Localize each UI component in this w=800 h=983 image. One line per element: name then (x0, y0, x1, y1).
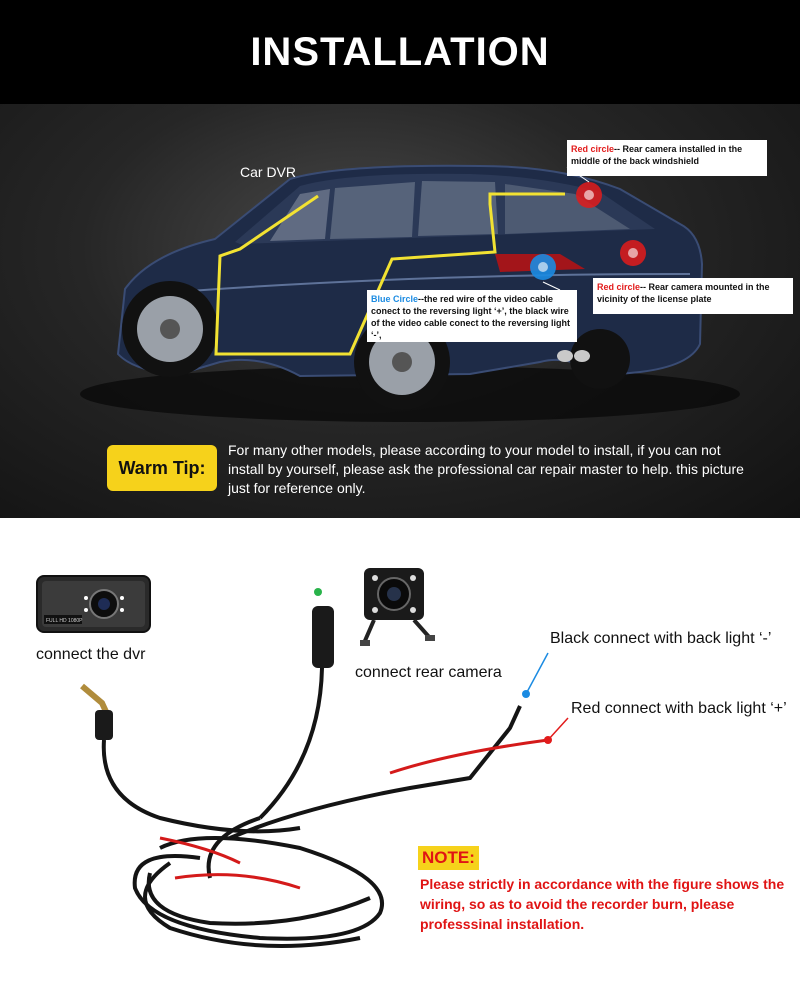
front-wheel (122, 281, 218, 377)
connect-rear-camera-label: connect rear camera (355, 664, 502, 681)
callout-text: -- Rear camera mounted in the vicinity of the license plate (597, 282, 770, 304)
red-circle-marker-bottom (620, 240, 646, 266)
header-banner (0, 0, 800, 104)
dvr-device-image (37, 576, 150, 632)
callout-red-circle-windshield (567, 140, 767, 176)
page-title: INSTALLATION (250, 29, 550, 74)
car-installation-panel (0, 104, 800, 518)
connect-dvr-label: connect the dvr (36, 646, 146, 663)
rear-camera-connector (312, 606, 334, 668)
note-text: Please strictly in accordance with the figure shows the wiring, so as to avoid the recorder burn, please professsinal installation. (420, 876, 785, 932)
warm-tip-text: For many other models, please according to your model to install, if you can not install by yourself, please ask the professional car repair master to help. this picture just for reference only. (228, 442, 744, 496)
rear-camera-image (360, 568, 435, 646)
blue-circle-marker (530, 254, 556, 280)
callout-highlight: Red circle (597, 282, 641, 292)
red-wire (160, 740, 548, 888)
callout-red-circle-license-plate (593, 278, 793, 314)
red-circle-marker-top (576, 182, 602, 208)
wiring-diagram-panel (0, 518, 800, 983)
green-connector-dot (314, 588, 322, 596)
callout-text: -- Rear camera installed in the middle of the back windshield (571, 144, 743, 166)
red-wire-label: Red connect with back light ‘+’ (571, 700, 787, 717)
warm-tip-badge: Warm Tip: (107, 445, 217, 491)
dvr-screen-text: FULL HD 1080P (46, 618, 83, 624)
callout-text: --the red wire of the video cable conect to the reversing light ‘+’, the black wire of the video cable conect to the reversing light ‘-’, (371, 294, 571, 340)
callout-blue-circle-wiring (367, 290, 577, 342)
callout-highlight: Blue Circle (371, 294, 419, 304)
black-wire-label: Black connect with back light ‘-’ (550, 630, 772, 647)
car-dvr-label: Car DVR (240, 164, 297, 180)
note-title: NOTE: (418, 846, 479, 870)
callout-highlight: Red circle (571, 144, 615, 154)
